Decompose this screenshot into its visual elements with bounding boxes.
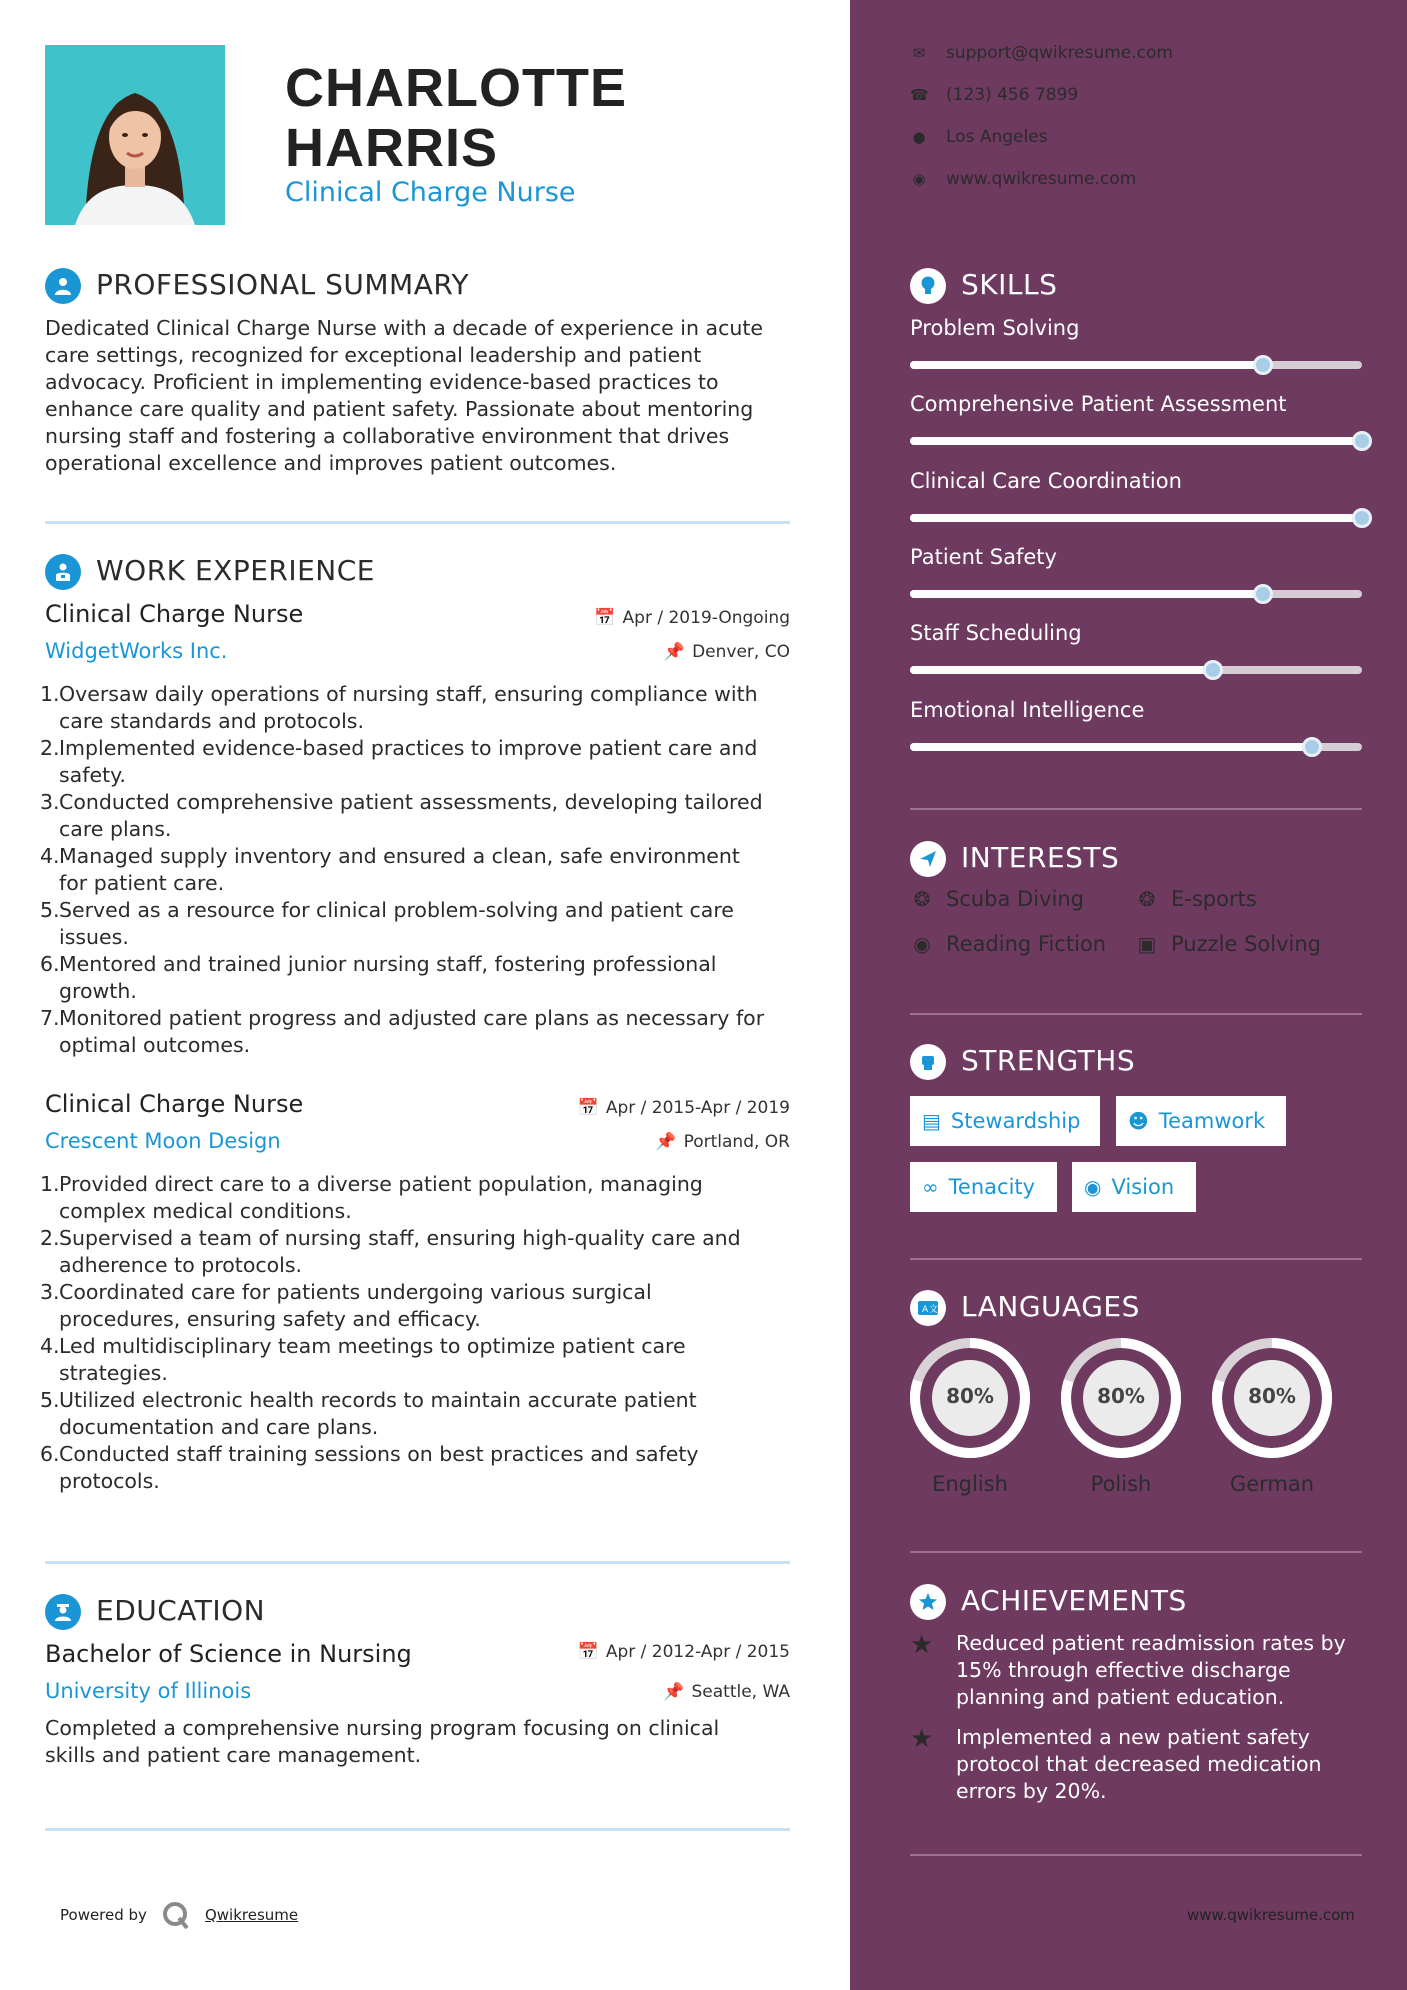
skill-label: Problem Solving [910,316,1080,340]
paper-plane-icon [910,841,946,877]
candidate-title: Clinical Charge Nurse [285,177,576,208]
skill-bar [910,666,1362,674]
briefcase-icon: ▤ [922,1109,941,1133]
briefcase-user-icon [45,554,81,590]
lightbulb-icon [910,268,946,304]
envelope-icon: ✉ [912,44,926,62]
binoculars-icon: ◉ [1084,1175,1102,1199]
language-percent: 80% [1248,1384,1296,1408]
skill-bar [910,590,1362,598]
name-line-1: CHARLOTTE [285,58,627,118]
pin-icon: 📌 [655,1132,677,1152]
divider [45,1561,790,1564]
job-1-role: Clinical Charge Nurse [45,600,304,628]
contact-website[interactable]: ◉ www.qwikresume.com [910,169,1136,189]
link-icon: ∞ [922,1175,939,1199]
divider [910,1854,1362,1856]
contact-location: ● Los Angeles [910,127,1048,147]
graduate-icon [45,1594,81,1630]
calendar-icon: 📅 [577,1642,599,1662]
interest-item: ❂ Scuba Diving [910,887,1084,911]
language-percent: 80% [946,1384,994,1408]
pin-icon: 📌 [663,642,686,662]
divider [45,521,790,524]
list-item: 1. Provided direct care to a diverse patient population, managing complex medical conditions. [40,1172,703,1223]
skills-heading: SKILLS [961,268,1058,301]
skill-bar [910,743,1362,751]
skill-label: Comprehensive Patient Assessment [910,392,1287,416]
skill-bar-handle [1352,508,1372,528]
achievements-heading: ACHIEVEMENTS [961,1584,1187,1617]
fist-icon [910,1044,946,1080]
user-icon [45,268,81,304]
contact-phone[interactable]: ☎ (123) 456 7899 [910,85,1079,105]
education-dates: 📅 Apr / 2012-Apr / 2015 [577,1642,790,1662]
gamepad-icon: ◉ [913,932,931,956]
achievement-item: Reduced patient readmission rates by 15% through effective discharge planning and patient education. [956,1631,1346,1709]
skill-label: Emotional Intelligence [910,698,1145,722]
skill-label: Staff Scheduling [910,621,1082,645]
skill-bar-handle [1352,431,1372,451]
language-name: German [1229,1472,1315,1496]
list-item: 3. Coordinated care for patients undergoing various surgical procedures, ensuring safety and efficacy. [40,1280,652,1331]
education-school: University of Illinois [45,1679,252,1703]
achievement-item: Implemented a new patient safety protocol that decreased medication errors by 20%. [956,1725,1322,1803]
skill-bar-fill [910,514,1362,522]
qwikresume-link[interactable]: Qwikresume [204,1906,299,1924]
list-item: 7. Monitored patient progress and adjusted care plans as necessary for optimal outcomes. [40,1006,765,1057]
svg-text:文: 文 [929,1305,939,1315]
divider [45,1828,790,1831]
svg-text:A: A [922,1305,929,1315]
list-item: 2. Implemented evidence-based practices to improve patient care and safety. [40,736,758,787]
footer-powered-by: Powered by Qwikresume [60,1900,298,1930]
skill-bar-handle [1253,355,1273,375]
strengths-heading: STRENGTHS [961,1044,1136,1077]
skill-bar [910,361,1362,369]
interest-item: ◉ Reading Fiction [910,932,1106,956]
job-2-dates: 📅 Apr / 2015-Apr / 2019 [577,1098,790,1118]
education-description: Completed a comprehensive nursing program focusing on clinical skills and patient care management. [45,1716,720,1767]
list-item: 2. Supervised a team of nursing staff, ensuring high-quality care and adherence to protocols. [40,1226,741,1277]
education-heading: EDUCATION [96,1594,266,1627]
list-item: 4. Managed supply inventory and ensured a clean, safe environment for patient care. [40,844,740,895]
skill-bar-fill [910,437,1362,445]
name-line-2: HARRIS [285,118,499,178]
phone-icon: ☎ [910,86,929,104]
job-2-location: 📌 Portland, OR [655,1132,790,1152]
users-icon: ☻ [1128,1109,1149,1133]
list-item: 5. Utilized electronic health records to maintain accurate patient documentation and care plans. [40,1388,697,1439]
skill-bar-fill [910,590,1263,598]
skill-label: Clinical Care Coordination [910,469,1182,493]
profile-photo [45,45,225,225]
job-2-duties [40,1171,810,1495]
experience-heading: WORK EXPERIENCE [96,554,375,587]
book-icon: ▣ [1137,932,1157,956]
languages-heading: LANGUAGES [961,1290,1140,1323]
strength-tag: ∞ Tenacity [910,1162,1057,1212]
list-item: 6. Mentored and trained junior nursing staff, fostering professional growth. [40,952,717,1003]
interests-heading: INTERESTS [961,841,1120,874]
language-icon [910,1290,946,1326]
list-item: 6. Conducted staff training sessions on best practices and safety protocols. [40,1442,699,1493]
education-location: 📌 Seattle, WA [663,1682,790,1702]
job-2-company: Crescent Moon Design [45,1129,281,1153]
list-item: 1. Oversaw daily operations of nursing staff, ensuring compliance with care standards and protocols. [40,682,758,733]
education-degree: Bachelor of Science in Nursing [45,1640,412,1668]
summary-heading: PROFESSIONAL SUMMARY [96,268,470,301]
interest-item: ❂ E-sports [1135,887,1257,911]
footer-website[interactable]: www.qwikresume.com [1187,1906,1355,1924]
list-item: 5. Served as a resource for clinical problem-solving and patient care issues. [40,898,734,949]
contact-email[interactable]: ✉ support@qwikresume.com [910,43,1173,63]
language-name: English [932,1472,1008,1496]
job-2-role: Clinical Charge Nurse [45,1090,304,1118]
language-name: Polish [1090,1472,1152,1496]
divider [910,1013,1362,1015]
life-ring-icon: ❂ [1138,887,1156,911]
interest-item: ▣ Puzzle Solving [1135,932,1321,956]
job-1-company: WidgetWorks Inc. [45,639,228,663]
skill-bar [910,437,1362,445]
divider [910,1551,1362,1553]
star-icon: ★ [910,1724,934,1754]
skill-bar-handle [1203,660,1223,680]
summary-text: Dedicated Clinical Charge Nurse with a decade of experience in acute care settings, recognized for exceptional leadership and patient advocacy. Proficient in implementing evidence-based practices to enhance care quality and patient safety. Passionate about mentoring nursing staff and fostering a collaborative environment that drives operational excellence and improves patient outcomes. [45,316,763,475]
skill-bar-fill [910,361,1263,369]
divider [910,808,1362,810]
list-item: 3. Conducted comprehensive patient assessments, developing tailored care plans. [40,790,763,841]
strength-tag: ◉ Vision [1072,1162,1196,1212]
job-1-duties [40,681,810,1059]
star-icon: ★ [910,1630,934,1660]
strength-tag: ▤ Stewardship [910,1096,1100,1146]
life-ring-icon: ❂ [913,887,931,911]
skill-bar [910,514,1362,522]
strength-tag: ☻ Teamwork [1116,1096,1286,1146]
job-1-dates: 📅 Apr / 2019-Ongoing [594,608,790,628]
candidate-name [285,58,627,178]
pin-icon: 📌 [663,1682,685,1702]
skill-bar-fill [910,666,1213,674]
skill-bar-handle [1253,584,1273,604]
calendar-icon: 📅 [594,608,616,628]
list-item: 4. Led multidisciplinary team meetings to optimize patient care strategies. [40,1334,686,1385]
map-marker-icon: ● [912,128,926,146]
job-1-location: 📌 Denver, CO [663,642,790,662]
language-percent: 80% [1097,1384,1145,1408]
calendar-icon: 📅 [577,1098,599,1118]
star-badge-icon [910,1584,946,1620]
globe-icon: ◉ [912,170,926,188]
divider [910,1258,1362,1260]
skill-bar-fill [910,743,1312,751]
skill-label: Patient Safety [910,545,1057,569]
qwikresume-logo-icon [161,1900,191,1930]
